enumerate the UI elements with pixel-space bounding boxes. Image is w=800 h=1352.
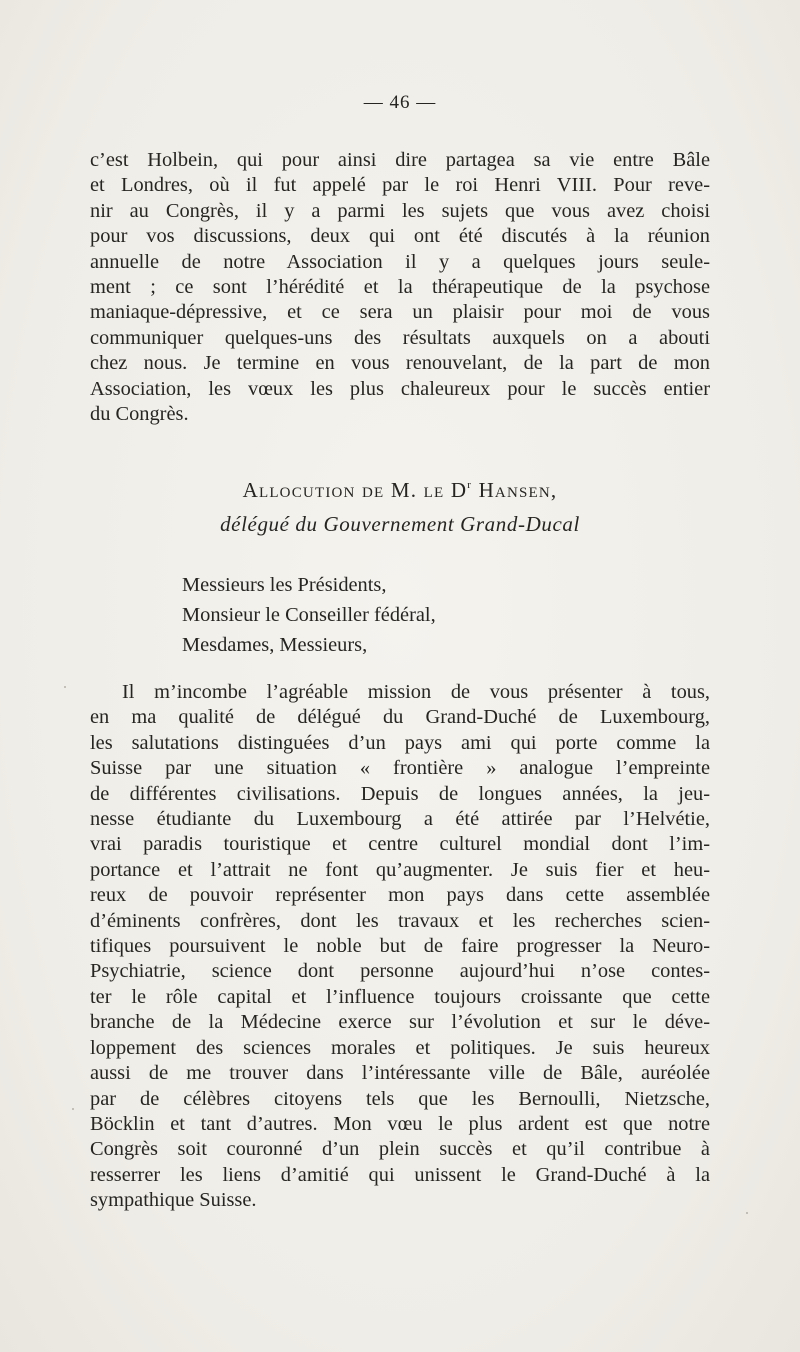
paragraph-2-line: par de célèbres citoyens tels que les Bernoulli, Nietzsche, <box>90 1087 710 1110</box>
paragraph-2-line: Il m’incombe l’agréable mission de vous présenter à tous, <box>122 681 710 703</box>
paragraph-1-line: annuelle de notre Association il y a quelques jours seule- <box>90 250 710 273</box>
paragraph-1-line: ment ; ce sont l’hérédité et la thérapeutique de la psychose <box>90 276 710 299</box>
heading-dr: $D^r$ <box>450 478 473 502</box>
paragraph-2-line: nesse étudiante du Luxembourg a été attirée par l’Helvétie, <box>90 808 710 831</box>
paragraph-2-line: aussi de me trouver dans l’intéressante ville de Bâle, auréolée <box>90 1062 710 1085</box>
paragraph-1-line: et Londres, où il fut appelé par le roi Henri VIII. Pour reve- <box>90 174 710 197</box>
paragraph-1-line: du Congrès. <box>90 403 189 426</box>
section-subtitle: délégué du Gouvernement Grand-Ducal <box>220 512 580 536</box>
paper-speck <box>72 1108 74 1110</box>
section-heading <box>0 478 800 503</box>
heading-title-m: M. <box>390 478 418 502</box>
paper-speck <box>64 686 66 688</box>
heading-allocution: Allocution de <box>242 478 385 502</box>
paragraph-2-line: portance et l’attrait ne font qu’augmenter. Je suis fier et heu- <box>90 858 710 881</box>
paragraph-2-line: Congrès soit couronné d’un plein succès et qu’il contribue à <box>90 1138 710 1161</box>
paragraph-2-line: d’éminents confrères, dont les travaux et les recherches scien- <box>90 909 710 932</box>
paragraph-2-line: Böcklin et tant d’autres. Mon vœu le plus ardent est que notre <box>90 1112 710 1135</box>
paragraph-2-line: vrai paradis touristique et centre culturel mondial dont l’im- <box>90 833 710 856</box>
paragraph-1 <box>90 148 710 427</box>
paragraph-1-line: c’est Holbein, qui pour ainsi dire partagea sa vie entre Bâle <box>90 149 710 171</box>
page-number: — 46 — <box>363 92 437 113</box>
heading-le: le <box>423 478 445 502</box>
paragraph-2-line: tifiques poursuivent le noble but de faire progresser la Neuro- <box>90 935 710 958</box>
paragraph-2-line: en ma qualité de délégué du Grand-Duché de Luxembourg, <box>90 706 710 729</box>
paragraph-1-line: Association, les vœux les plus chaleureux pour le succès entier <box>90 377 710 400</box>
paragraph-1-line: nir au Congrès, il y a parmi les sujets que vous avez choisi <box>90 199 710 222</box>
paper-speck <box>746 1212 748 1214</box>
paragraph-2-line: branche de la Médecine exerce sur l’évolution et sur le déve- <box>90 1011 710 1034</box>
paragraph-2-line: sympathique Suisse. <box>90 1189 257 1212</box>
paragraph-2-line: les salutations distinguées d’un pays ami qui porte comme la <box>90 731 710 754</box>
paragraph-2-line: ter le rôle capital et l’influence toujours croissante que cette <box>90 985 710 1008</box>
paragraph-2-line: resserrer les liens d’amitié qui unissent le Grand-Duché à la <box>90 1163 710 1186</box>
paragraph-2 <box>90 680 710 1214</box>
paragraph-2-line: reux de pouvoir représenter mon pays dans cette assemblée <box>90 884 710 907</box>
paragraph-1-line: maniaque-dépressive, et ce sera un plaisir pour moi de vous <box>90 301 710 324</box>
paragraph-1-line: chez nous. Je termine en vous renouvelant, de la part de mon <box>90 352 710 375</box>
heading-name: Hansen, <box>478 478 558 502</box>
salutation-line: Monsieur le Conseiller fédéral, <box>182 604 436 626</box>
paragraph-2-line: loppement des sciences morales et politiques. Je suis heureux <box>90 1036 710 1059</box>
paragraph-1-line: communiquer quelques-uns des résultats auxquels on a abouti <box>90 326 710 349</box>
salutations <box>182 570 436 660</box>
paragraph-2-line: de différentes civilisations. Depuis de longues années, la jeu- <box>90 782 710 805</box>
salutation-line: Mesdames, Messieurs, <box>182 634 368 656</box>
paragraph-2-line: Psychiatrie, science dont personne aujourd’hui n’ose contes- <box>90 960 710 983</box>
paragraph-2-line: Suisse par une situation « frontière » analogue l’empreinte <box>90 757 710 780</box>
salutation-line: Messieurs les Présidents, <box>182 574 387 596</box>
paragraph-1-line: pour vos discussions, deux qui ont été discutés à la réunion <box>90 225 710 248</box>
